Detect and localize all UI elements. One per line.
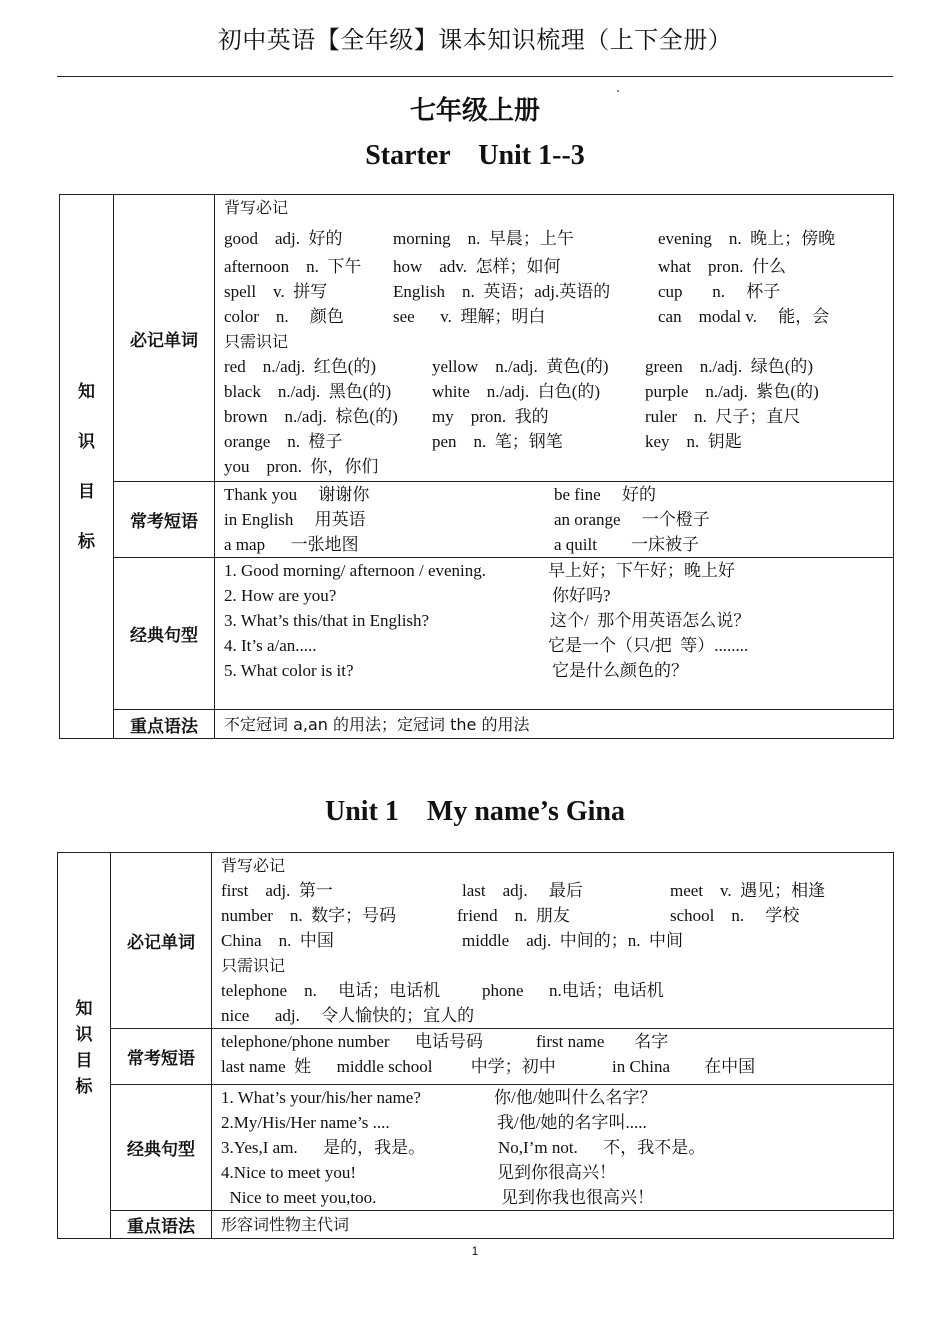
vocab-entry: cup n. 杯子 [658,282,781,301]
page-header: 初中英语【全年级】课本知识梳理（上下全册） [217,26,733,54]
grade-title: 七年级上册 [409,96,540,126]
vocab-line [224,429,893,454]
sentence-en: Nice to meet you,too. [221,1188,377,1207]
vocab-line [221,1003,893,1028]
sentence-en: 2.My/His/Her name’s .... [221,1113,390,1132]
vocab-line [224,223,893,254]
vocab-entry: meet v. 遇见；相逢 [670,881,826,900]
side-char: 标 [78,531,95,552]
vocab-entry: white n./adj. 白色(的) [432,382,601,401]
starter-unit-title-text: Starter Unit 1--3 [365,140,585,171]
sentence-zh: 它是一个（只/把 等）........ [548,636,749,655]
sentences-content [212,1085,894,1211]
unit1-title-text: Unit 1 My name’s Gina [325,796,625,827]
vocab-entry: number n. 数字；号码 [221,906,397,925]
sentence-zh: 你/他/她叫什么名字？ [494,1088,657,1107]
phrase-entry: first name 名字 [536,1032,669,1051]
vocab-entry: how adv. 怎样；如何 [393,257,561,276]
vocab-line [221,928,893,953]
sentence-line [224,633,893,658]
vocab-line [224,279,893,304]
phrase-entry: last name 姓 middle school 中学；初中 [221,1057,556,1076]
vocab-entry: you pron. 你，你们 [224,457,379,476]
vocab-entry: color n. 颜色 [224,307,344,326]
sentence-line [221,1160,893,1185]
vocab-entry: see v. 理解；明白 [393,307,546,326]
phrase-entry: be fine 好的 [554,485,656,504]
grammar-text: 不定冠词 a,an 的用法；定冠词 the 的用法 [224,714,530,734]
sentence-en: 4. It’s a/an..... [224,636,317,655]
vocab-entry: afternoon n. 下午 [224,257,362,276]
vocab-line [224,304,893,329]
vocab-entry: last adj. 最后 [462,881,583,900]
sentence-line [221,1135,893,1160]
phrases-category: 常考短语 [111,1029,212,1085]
grammar-category: 重点语法 [114,710,215,739]
vocab-entry: friend n. 朋友 [457,906,570,925]
vocab-entry: first adj. 第一 [221,881,333,900]
knowledge-goals-label [58,853,111,1239]
sentence-en: 5. What color is it? [224,661,354,680]
side-char: 标 [75,1076,93,1097]
sentences-category: 经典句型 [114,558,215,710]
side-char: 目 [78,481,95,502]
grammar-text: 形容词性物主代词 [221,1215,350,1234]
vocab-entry: red n./adj. 红色(的) [224,357,377,376]
vocab-category: 必记单词 [111,853,212,1029]
vocab-line [224,404,893,429]
sentence-zh: 它是什么颜色的？ [552,661,688,680]
vocab-entry: evening n. 晚上；傍晚 [658,229,836,248]
grammar-content [212,1211,894,1239]
vocab-entry: middle adj. 中间的；n. 中间 [462,931,683,950]
vocab-entry: English n. 英语；adj.英语的 [393,282,611,301]
sentence-line [224,658,893,683]
phrase-entry: an orange 一个橙子 [554,510,710,529]
unit1-knowledge-table [57,852,894,1239]
vocab-entry: what pron. 什么 [658,257,786,276]
sentences-category: 经典句型 [111,1085,212,1211]
grammar-content [215,710,894,739]
vocab-entry: my pron. 我的 [432,407,549,426]
sentence-line [221,1085,893,1110]
sentence-en: 1. Good morning/ afternoon / evening. [224,561,487,580]
sentence-zh: 你好吗? [552,586,611,605]
vocab-line [221,903,893,928]
header-rule [57,76,893,77]
vocab-line [221,853,893,878]
side-char: 识 [78,431,95,452]
phrase-entry: in China 在中国 [612,1057,756,1076]
vocab-entry: spell v. 拼写 [224,282,328,301]
knowledge-goals-label [60,195,114,739]
vocab-entry: 背写必记 [224,198,289,217]
phrase-line [221,1029,893,1054]
vocab-entry: nice adj. 令人愉快的；宜人的 [221,1006,475,1025]
phrase-line [221,1054,893,1079]
phrases-category: 常考短语 [114,482,215,558]
sentence-zh: 我/他/她的名字叫..... [497,1113,647,1132]
vocab-entry: telephone n. 电话；电话机 [221,981,441,1000]
sentence-line [221,1110,893,1135]
vocab-entry: green n./adj. 绿色(的) [645,357,814,376]
vocab-entry: ruler n. 尺子；直尺 [645,407,801,426]
vocab-entry: brown n./adj. 棕色(的) [224,407,398,426]
sentence-zh: 见到你我也很高兴！ [501,1188,654,1207]
phrase-entry: telephone/phone number 电话号码 [221,1032,484,1051]
phrase-entry: Thank you 谢谢你 [224,485,370,504]
vocab-entry: purple n./adj. 紫色(的) [645,382,819,401]
sentence-line [224,558,893,583]
vocab-line [224,195,893,223]
side-char: 知 [78,381,95,402]
vocab-entry: phone n.电话；电话机 [482,981,664,1000]
sentence-en: 3.Yes,I am. 是的，我是。 [221,1138,426,1157]
vocab-line [224,454,893,479]
vocab-line [221,878,893,903]
sentence-zh: 这个/ 那个用英语怎么说？ [550,611,751,630]
vocab-entry: key n. 钥匙 [645,432,742,451]
sentence-en: 3. What’s this/that in English? [224,611,430,630]
vocab-entry: morning n. 早晨；上午 [393,229,574,248]
side-char: 知 [75,998,93,1019]
sentence-zh: 见到你很高兴！ [497,1163,616,1182]
vocab-entry: black n./adj. 黑色(的) [224,382,392,401]
vocab-line [221,953,893,978]
side-char: 目 [75,1050,93,1071]
sentence-line [224,583,893,608]
starter-knowledge-table [59,194,894,739]
sentence-en: 2. How are you? [224,586,337,605]
vocab-entry: orange n. 橙子 [224,432,343,451]
phrase-line [224,532,893,557]
vocab-content [212,853,894,1029]
phrase-line [224,507,893,532]
vocab-line [224,329,893,354]
starter-unit-title [0,140,950,172]
side-char: 识 [75,1024,93,1045]
sentence-line [224,608,893,633]
vocab-entry: 只需识记 [221,956,286,975]
vocab-line [221,978,893,1003]
sentence-zh: 早上好；下午好；晚上好 [548,561,735,580]
sentence-en: 4.Nice to meet you! [221,1163,357,1182]
vocab-line [224,254,893,279]
phrase-line [224,482,893,507]
phrase-entry: in English 用英语 [224,510,366,529]
vocab-entry: 背写必记 [221,856,286,875]
sentence-zh: No,I’m not. 不，我不是。 [498,1138,706,1157]
phrase-entry: a map 一张地图 [224,535,359,554]
vocab-entry: can modal v. 能，会 [658,307,830,326]
sentences-content [215,558,894,710]
sentence-line [221,1185,893,1210]
phrases-content [215,482,894,558]
grammar-category: 重点语法 [111,1211,212,1239]
vocab-entry: 只需识记 [224,332,289,351]
phrases-content [212,1029,894,1085]
page-number: 1 [471,1244,479,1258]
phrase-entry: a quilt 一床被子 [554,535,699,554]
unit1-title [0,796,950,828]
vocab-entry: pen n. 笔；钢笔 [432,432,563,451]
vocab-category: 必记单词 [114,195,215,482]
vocab-entry: China n. 中国 [221,931,334,950]
vocab-entry: good adj. 好的 [224,229,343,248]
vocab-line [224,354,893,379]
vocab-content [215,195,894,482]
vocab-line [224,379,893,404]
vocab-entry: school n. 学校 [670,906,800,925]
vocab-entry: yellow n./adj. 黄色(的) [432,357,609,376]
sentence-en: 1. What’s your/his/her name? [221,1088,421,1107]
